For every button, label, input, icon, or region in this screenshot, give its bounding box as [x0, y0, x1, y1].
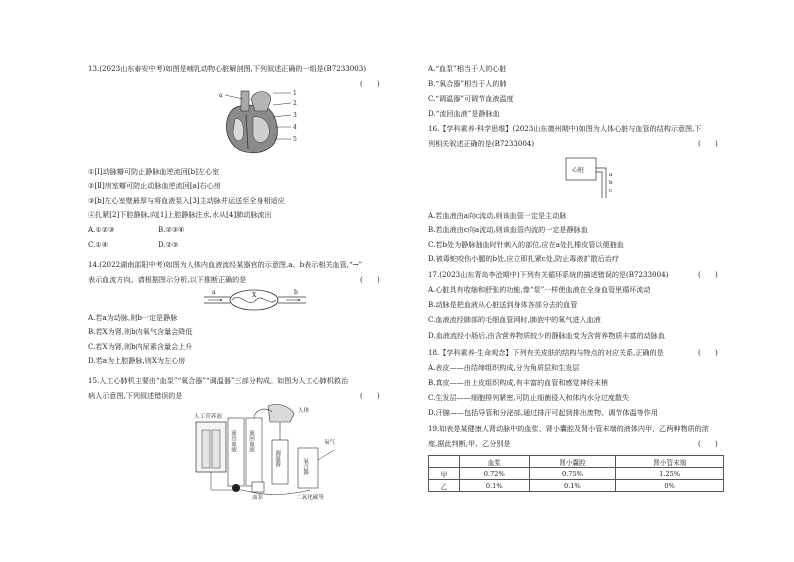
q19-stem: 19.如表是某健康人肾动脉中的血浆、肾小囊腔及肾小管末端的液体内甲、乙两种物质的浓	[428, 424, 709, 433]
machine-label-venous: 流出血液	[230, 430, 236, 453]
table-cell: 乙	[429, 480, 460, 492]
heart-lung-machine-diagram	[186, 400, 346, 500]
q13-option-a: A.①②③	[88, 225, 115, 234]
heart-label-3: 3	[293, 112, 297, 119]
q16-paren: ( )	[698, 139, 718, 148]
q17-paren: ( )	[698, 270, 718, 279]
q14-option-d: D.若a为上腔静脉,则X为左心房	[88, 356, 186, 365]
q18-option-b: B.真皮——由上皮组织构成,有丰富的血管和感觉神经末梢	[428, 378, 608, 387]
machine-label-pump: 血泵	[252, 495, 264, 500]
table-header-cell: 血浆	[460, 456, 530, 468]
table-cell: 0.1%	[460, 480, 530, 492]
q14-option-a: A.若a为动脉,则b一定是静脉	[88, 313, 178, 322]
table-cell: 0.1%	[529, 480, 616, 492]
table-row	[429, 456, 724, 468]
q15-option-c: C.“调温器”可调节血液温度	[428, 94, 514, 103]
organ-label-b: b	[294, 289, 298, 296]
organ-label-x: X	[252, 292, 257, 299]
q18-option-a: A.表皮——由结缔组织构成,分为角质层和生发层	[428, 363, 580, 372]
q13-paren: ( )	[360, 79, 380, 88]
table-header-cell: 肾小管末端	[616, 456, 724, 468]
heart-vessel-label-heart: 心脏	[572, 167, 585, 174]
q17-option-a: A.心脏具有收缩和舒张的功能,像“泵”一样使血液在全身血管里循环流动	[428, 285, 651, 294]
q14-option-b: B.若X为肾,则b内氧气含量会降低	[88, 327, 193, 336]
q16-option-d: D.被毒蛇咬伤小腿的b处,应立即扎紧c处,防止毒液扩散后治疗	[428, 254, 619, 263]
vessel-label-b: b	[609, 180, 613, 186]
q13-item-4: ④扎紧[2]下腔静脉,向[1]上腔静脉注水,水从[4]肺动脉流出	[88, 210, 272, 219]
heart-label-1: 1	[293, 90, 297, 97]
q16-stem2: 列相关叙述正确的是(B7233004)	[428, 139, 535, 148]
organ-diagram	[200, 287, 310, 313]
table-cell: 0%	[616, 480, 724, 492]
q17-option-d: D.血液流经小肠后,由含营养物质较少的静脉血变为含营养物质丰富的动脉血	[428, 331, 665, 340]
heart-label-5: 5	[293, 136, 297, 143]
q13-option-c: C.①④	[88, 240, 109, 249]
heart-diagram	[215, 87, 305, 159]
machine-label-temp: 调温器	[274, 450, 280, 467]
q19-paren: ( )	[698, 439, 718, 448]
table-row	[429, 480, 724, 492]
q16-option-c: C.若b处为静脉抽血时针刺入的部位,应在a处扎橡皮管以便抽血	[428, 240, 624, 249]
machine-label-co2: 二氧化碳等	[296, 495, 324, 500]
q14-stem2: 表示血流方向。请根据图示分析,以下推断正确的是	[88, 275, 247, 284]
table-cell: 甲	[429, 468, 460, 480]
q15-option-b: B.“氧合器”相当于人的肺	[428, 79, 507, 88]
q18-option-c: C.生发层——细胞排列紧密,可防止细菌侵入和体内水分过度散失	[428, 393, 630, 402]
machine-label-arterial: 流回血液	[248, 430, 254, 453]
q17-stem: 17.(2023山东青岛李沧期中)下列有关循环系统的描述错误的是(B7233004)	[428, 270, 669, 279]
vessel-label-a: a	[609, 172, 613, 178]
table-cell: 0.72%	[460, 468, 530, 480]
q18-paren: ( )	[698, 348, 718, 357]
table-header-cell: 肾小囊腔	[529, 456, 616, 468]
q17-option-b: B.动脉是把血液从心脏送到身体各部分去的血管	[428, 300, 578, 309]
q13-item-1: ①[Ⅰ]动脉瓣可防止静脉血逆流回[b]左心室	[88, 167, 220, 176]
table-row	[429, 468, 724, 480]
q19-data-table	[428, 455, 724, 492]
q18-stem: 18.【学科素养·生命观念】下列有关皮肤的结构与特点的对应关系,正确的是	[428, 348, 664, 357]
q16-stem: 16.【学科素养·科学思维】(2023山东德州期中)如图为人体心脏与血管的结构示意图,下	[428, 124, 702, 133]
q15-paren: ( )	[360, 391, 380, 400]
heart-shape	[227, 91, 278, 153]
q15-stem2: 病人示意图,下列叙述错误的是	[88, 391, 183, 400]
heart-label-2: 2	[293, 100, 297, 107]
q14-paren: ( )	[360, 275, 380, 284]
q19-stem2: 度,据此判断,甲、乙分别是	[428, 439, 511, 448]
q18-option-d: D.汗腺——包括导管和分泌部,通过排汗可起到排出废物、调节体温等作用	[428, 408, 658, 417]
machine-label-oxygenator: 氧合器	[302, 458, 308, 475]
q14-stem: 14.(2022湖南邵阳中考)如图为人体内血液流经某器官的示意图,a、b表示相关血管,“→”	[88, 260, 363, 269]
q15-option-d: D.“流回血液”是静脉血	[428, 109, 500, 118]
q15-stem: 15.人工心肺机主要由“血泵”“氧合器”“调温器”三部分构成。如图为人工心肺机救治	[88, 376, 349, 385]
q13-item-2: ②[Ⅱ]房室瓣可防止动脉血逆流回[a]右心房	[88, 181, 221, 190]
machine-label-oxygen: 氧气	[324, 440, 336, 446]
q17-option-c: C.血液流经肺部的毛细血管网时,肺泡中的氧气进入血液	[428, 315, 601, 324]
q13-stem: 13.(2023山东泰安中考)如图是哺乳动物心脏解剖图,下列叙述正确的一组是(B7233003)	[88, 64, 367, 73]
q16-option-b: B.若血液由c向a流动,则该血管内流的一定是静脉血	[428, 225, 588, 234]
table-cell: 0.75%	[529, 468, 616, 480]
table-cell: 1.25%	[616, 468, 724, 480]
organ-label-a: a	[212, 289, 216, 296]
machine-label-body: 人体	[298, 408, 310, 414]
q14-option-c: C.若X为肾,则b内尿素含量会上升	[88, 342, 193, 351]
q13-item-3: ③[b]左心室壁最厚与将血液泵入[3]主动脉并运送至全身相适应	[88, 196, 285, 205]
heart-label-a: a	[219, 92, 223, 99]
table-header-cell	[429, 456, 460, 468]
q15-option-a: A.“血泵”相当于人的心脏	[428, 64, 507, 73]
q13-option-b: B.②③④	[158, 225, 185, 234]
vessel-label-c: c	[609, 188, 613, 194]
heart-label-4: 4	[293, 124, 297, 131]
heart-vessel-diagram	[560, 152, 620, 200]
q16-option-a: A.若血液由a向c流动,则该血管一定是主动脉	[428, 211, 567, 220]
q13-option-d: D.②③	[158, 240, 179, 249]
machine-label-nutrient: 人工营养液	[194, 414, 222, 420]
